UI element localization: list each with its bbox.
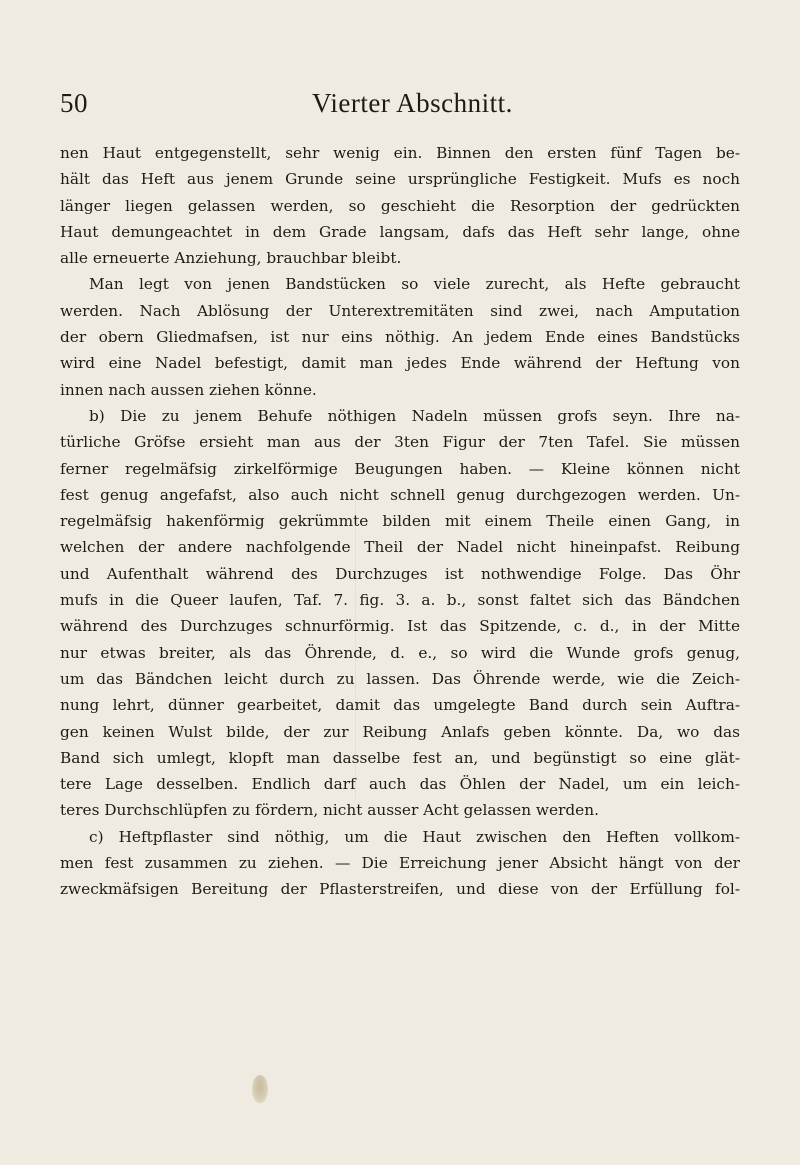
text-line: Man legt von jenen Bandstücken so viele zurecht, als Hefte gebraucht <box>89 275 740 294</box>
running-head: Vierter Abschnitt. <box>312 88 513 118</box>
text-line: hält das Heft aus jenem Grunde seine ursprüngliche Festigkeit. Mufs es noch <box>60 170 740 189</box>
text-line: mufs in die Queer laufen, Taf. 7. fig. 3. a. b., sonst faltet sich das Bändchen <box>60 591 740 610</box>
text-line: Haut demungeachtet in dem Grade langsam, dafs das Heft sehr lange, ohne <box>60 222 740 241</box>
text-line: wird eine Nadel befestigt, damit man jedes Ende während der Heftung von <box>60 354 740 373</box>
text-line: während des Durchzuges schnurförmig. Ist das Spitzende, c. d., in der Mitte <box>60 617 740 636</box>
text-line: nung lehrt, dünner gearbeitet, damit das umgelegte Band durch sein Auftra- <box>60 696 740 715</box>
text-line: ferner regelmäfsig zirkelförmige Beugungen haben. — Kleine können nicht <box>60 459 740 478</box>
text-line: werden. Nach Ablösung der Unterextremitäten sind zwei, nach Amputation <box>60 301 740 320</box>
text-line: fest genug angefafst, also auch nicht schnell genug durchgezogen werden. Un- <box>60 485 740 504</box>
text-line: türliche Gröfse ersieht man aus der 3ten Figur der 7ten Tafel. Sie müssen <box>60 433 740 452</box>
text-line: welchen der andere nachfolgende Theil der Nadel nicht hineinpafst. Reibung <box>60 538 740 557</box>
text-line: nur etwas breiter, als das Öhrende, d. e., so wird die Wunde grofs genug, <box>60 643 740 662</box>
text-line: länger liegen gelassen werden, so geschieht die Resorption der gedrückten <box>60 196 740 215</box>
text-line: b) Die zu jenem Behufe nöthigen Nadeln müssen grofs seyn. Ihre na- <box>89 406 740 425</box>
text-line: tere Lage desselben. Endlich darf auch das Öhlen der Nadel, um ein leich- <box>60 775 740 794</box>
body-text <box>60 140 740 903</box>
text-line: men fest zusammen zu ziehen. — Die Erreichung jener Absicht hängt von der <box>60 854 740 873</box>
text-line: nen Haut entgegenstellt, sehr wenig ein. Binnen den ersten fünf Tagen be- <box>60 144 740 162</box>
text-line: der obern Gliedmafsen, ist nur eins nöthig. An jedem Ende eines Bandstücks <box>60 328 740 347</box>
text-line: gen keinen Wulst bilde, der zur Reibung Anlafs geben könnte. Da, wo das <box>60 722 740 741</box>
text-line: und Aufenthalt während des Durchzuges ist nothwendige Folge. Das Öhr <box>60 564 740 583</box>
paper-stain <box>252 1075 268 1103</box>
page-number: 50 <box>60 88 88 118</box>
text-line: c) Heftpflaster sind nöthig, um die Haut zwischen den Heften vollkom- <box>89 827 740 846</box>
text-line: regelmäfsig hakenförmig gekrümmte bilden mit einem Theile einen Gang, in <box>60 512 740 531</box>
page-header <box>60 88 740 128</box>
text-line: um das Bändchen leicht durch zu lassen. Das Öhrende werde, wie die Zeich- <box>60 669 740 688</box>
text-line: zweckmäfsigen Bereitung der Pflasterstreifen, und diese von der Erfüllung fol- <box>60 880 740 899</box>
text-line: alle erneuerte Anziehung, brauchbar bleibt. <box>60 249 402 268</box>
text-line: innen nach aussen ziehen könne. <box>60 380 317 399</box>
text-line: teres Durchschlüpfen zu fördern, nicht ausser Acht gelassen werden. <box>60 801 599 820</box>
text-line: Band sich umlegt, klopft man dasselbe fest an, und begünstigt so eine glät- <box>60 748 740 767</box>
